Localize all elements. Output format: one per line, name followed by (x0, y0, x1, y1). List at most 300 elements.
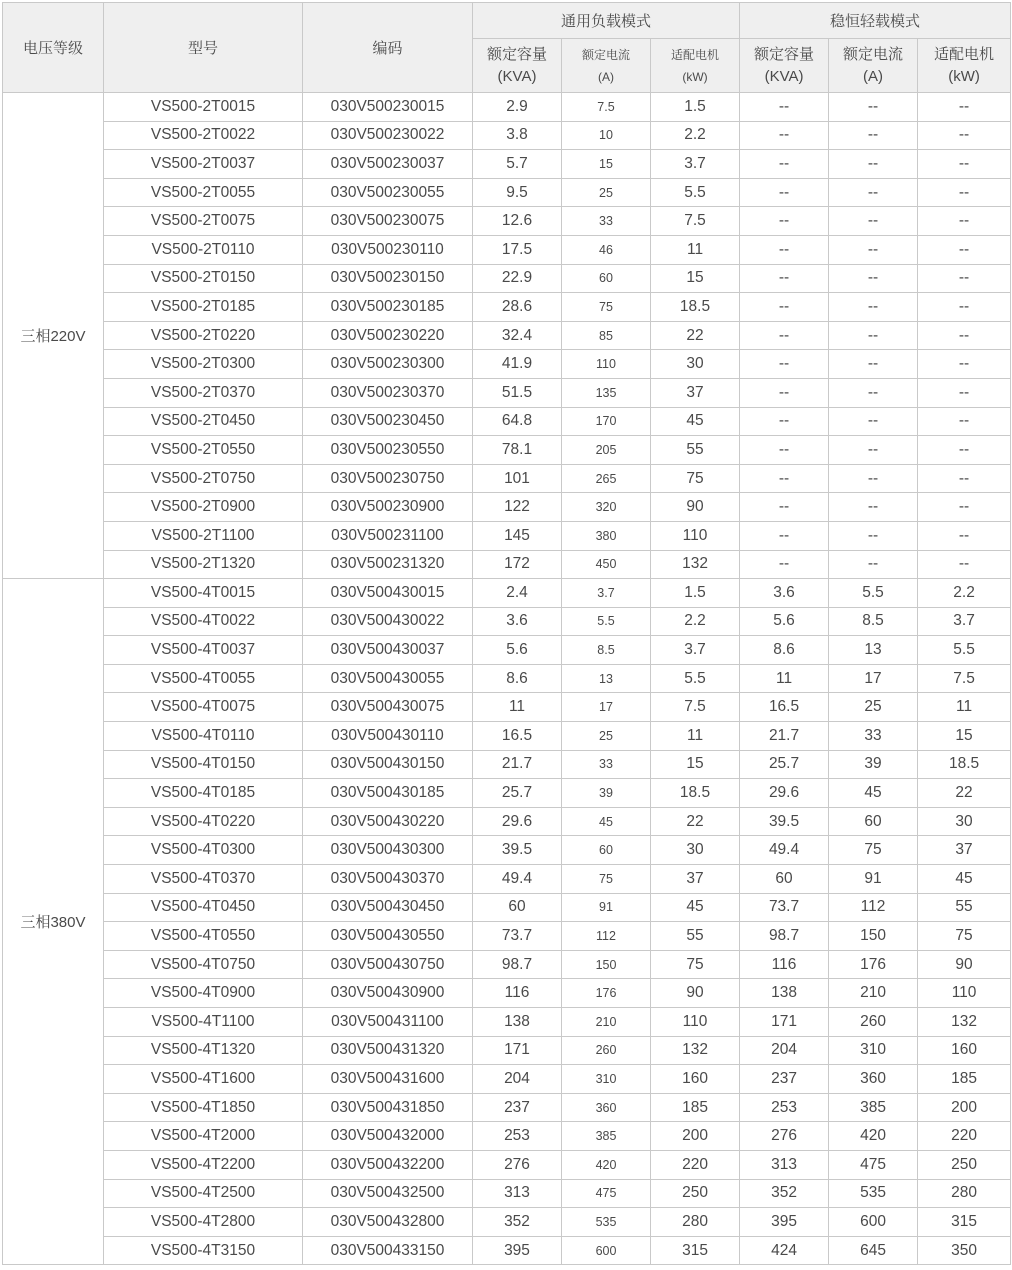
general-capacity-cell: 172 (473, 550, 562, 579)
general-motor-cell: 15 (651, 750, 740, 779)
table-row (3, 264, 1011, 293)
model-cell: VS500-4T0055 (104, 664, 303, 693)
light-current-cell: 17 (829, 664, 918, 693)
general-motor-cell: 1.5 (651, 93, 740, 122)
light-current-cell: -- (829, 293, 918, 322)
general-capacity-cell: 25.7 (473, 779, 562, 808)
general-motor-cell: 1.5 (651, 579, 740, 608)
general-capacity-cell: 237 (473, 1093, 562, 1122)
light-current-cell: 176 (829, 950, 918, 979)
table-row (3, 207, 1011, 236)
code-cell: 030V500430075 (303, 693, 473, 722)
general-capacity-cell: 3.8 (473, 121, 562, 150)
light-current-cell: 25 (829, 693, 918, 722)
light-capacity-cell: -- (740, 493, 829, 522)
model-cell: VS500-4T0110 (104, 722, 303, 751)
light-motor-cell: -- (918, 293, 1011, 322)
general-motor-cell: 75 (651, 464, 740, 493)
code-cell: 030V500230450 (303, 407, 473, 436)
general-current-cell: 385 (562, 1122, 651, 1151)
light-capacity-cell: 116 (740, 950, 829, 979)
light-current-cell: -- (829, 350, 918, 379)
general-motor-cell: 45 (651, 893, 740, 922)
general-current-cell: 135 (562, 378, 651, 407)
general-current-cell: 5.5 (562, 607, 651, 636)
general-capacity-cell: 41.9 (473, 350, 562, 379)
general-motor-cell: 11 (651, 235, 740, 264)
table-row (3, 1150, 1011, 1179)
table-row (3, 1236, 1011, 1265)
general-motor-cell: 220 (651, 1150, 740, 1179)
light-capacity-cell: 313 (740, 1150, 829, 1179)
light-capacity-cell: -- (740, 207, 829, 236)
header-label: 额定电流 (581, 47, 630, 62)
general-motor-cell: 90 (651, 979, 740, 1008)
general-capacity-cell: 12.6 (473, 207, 562, 236)
light-motor-cell: -- (918, 150, 1011, 179)
general-capacity-cell: 39.5 (473, 836, 562, 865)
table-row (3, 150, 1011, 179)
light-capacity-cell: -- (740, 436, 829, 465)
code-cell: 030V500231100 (303, 521, 473, 550)
light-motor-cell: 250 (918, 1150, 1011, 1179)
general-capacity-cell: 276 (473, 1150, 562, 1179)
model-cell: VS500-4T0300 (104, 836, 303, 865)
code-cell: 030V500430185 (303, 779, 473, 808)
general-motor-cell: 160 (651, 1065, 740, 1094)
model-cell: VS500-2T0750 (104, 464, 303, 493)
light-motor-cell: 160 (918, 1036, 1011, 1065)
light-capacity-cell: 98.7 (740, 922, 829, 951)
light-current-cell: 360 (829, 1065, 918, 1094)
table-row (3, 121, 1011, 150)
light-capacity-cell: 5.6 (740, 607, 829, 636)
light-capacity-cell: 276 (740, 1122, 829, 1151)
model-cell: VS500-4T1600 (104, 1065, 303, 1094)
code-cell: 030V500430015 (303, 579, 473, 608)
light-motor-cell: -- (918, 321, 1011, 350)
light-current-cell: -- (829, 464, 918, 493)
light-current-cell: 91 (829, 865, 918, 894)
light-motor-cell: 350 (918, 1236, 1011, 1265)
general-current-cell: 75 (562, 865, 651, 894)
general-current-cell: 7.5 (562, 93, 651, 122)
general-capacity-cell: 22.9 (473, 264, 562, 293)
header-unit: (kW) (682, 69, 708, 84)
header-light-capacity (740, 39, 829, 93)
table-row (3, 779, 1011, 808)
light-current-cell: 210 (829, 979, 918, 1008)
light-motor-cell: -- (918, 350, 1011, 379)
code-cell: 030V500230750 (303, 464, 473, 493)
light-current-cell: -- (829, 407, 918, 436)
light-current-cell: 39 (829, 750, 918, 779)
general-current-cell: 85 (562, 321, 651, 350)
header-general-motor (651, 39, 740, 93)
light-current-cell: -- (829, 521, 918, 550)
light-capacity-cell: 424 (740, 1236, 829, 1265)
model-cell: VS500-4T0550 (104, 922, 303, 951)
code-cell: 030V500432000 (303, 1122, 473, 1151)
general-capacity-cell: 29.6 (473, 807, 562, 836)
code-cell: 030V500430370 (303, 865, 473, 894)
code-cell: 030V500230037 (303, 150, 473, 179)
general-current-cell: 39 (562, 779, 651, 808)
table-row (3, 293, 1011, 322)
general-current-cell: 45 (562, 807, 651, 836)
light-current-cell: 60 (829, 807, 918, 836)
general-motor-cell: 55 (651, 922, 740, 951)
general-motor-cell: 315 (651, 1236, 740, 1265)
general-motor-cell: 110 (651, 521, 740, 550)
light-current-cell: 5.5 (829, 579, 918, 608)
model-cell: VS500-2T0075 (104, 207, 303, 236)
light-motor-cell: 220 (918, 1122, 1011, 1151)
general-motor-cell: 2.2 (651, 607, 740, 636)
table-row (3, 235, 1011, 264)
model-cell: VS500-4T2000 (104, 1122, 303, 1151)
general-current-cell: 10 (562, 121, 651, 150)
light-current-cell: -- (829, 93, 918, 122)
light-current-cell: 600 (829, 1208, 918, 1237)
code-cell: 030V500230015 (303, 93, 473, 122)
light-motor-cell: 280 (918, 1179, 1011, 1208)
light-capacity-cell: 16.5 (740, 693, 829, 722)
light-capacity-cell: -- (740, 121, 829, 150)
light-capacity-cell: -- (740, 264, 829, 293)
light-motor-cell: -- (918, 550, 1011, 579)
light-motor-cell: -- (918, 264, 1011, 293)
header-label: 额定容量 (486, 45, 547, 63)
header-general-current (562, 39, 651, 93)
light-capacity-cell: -- (740, 464, 829, 493)
general-capacity-cell: 5.6 (473, 636, 562, 665)
light-current-cell: -- (829, 550, 918, 579)
model-cell: VS500-2T0450 (104, 407, 303, 436)
header-unit: (A) (863, 67, 884, 85)
code-cell: 030V500230150 (303, 264, 473, 293)
light-motor-cell: 185 (918, 1065, 1011, 1094)
light-capacity-cell: 49.4 (740, 836, 829, 865)
model-cell: VS500-4T1100 (104, 1008, 303, 1037)
table-row (3, 436, 1011, 465)
code-cell: 030V500230022 (303, 121, 473, 150)
general-motor-cell: 185 (651, 1093, 740, 1122)
model-cell: VS500-2T0110 (104, 235, 303, 264)
table-row (3, 1208, 1011, 1237)
general-current-cell: 205 (562, 436, 651, 465)
table-row (3, 807, 1011, 836)
general-current-cell: 600 (562, 1236, 651, 1265)
general-current-cell: 176 (562, 979, 651, 1008)
general-current-cell: 13 (562, 664, 651, 693)
model-cell: VS500-4T1850 (104, 1093, 303, 1122)
model-cell: VS500-4T0750 (104, 950, 303, 979)
model-cell: VS500-4T2200 (104, 1150, 303, 1179)
header-label: 额定电流 (843, 45, 904, 63)
code-cell: 030V500230550 (303, 436, 473, 465)
table-row (3, 664, 1011, 693)
light-capacity-cell: -- (740, 407, 829, 436)
general-capacity-cell: 313 (473, 1179, 562, 1208)
light-current-cell: -- (829, 436, 918, 465)
light-capacity-cell: 253 (740, 1093, 829, 1122)
table-row (3, 1008, 1011, 1037)
light-current-cell: 260 (829, 1008, 918, 1037)
light-capacity-cell: 21.7 (740, 722, 829, 751)
general-motor-cell: 250 (651, 1179, 740, 1208)
header-general-mode: 通用负载模式 (473, 3, 740, 39)
light-motor-cell: 7.5 (918, 664, 1011, 693)
light-capacity-cell: 3.6 (740, 579, 829, 608)
general-capacity-cell: 352 (473, 1208, 562, 1237)
code-cell: 030V500431600 (303, 1065, 473, 1094)
general-current-cell: 265 (562, 464, 651, 493)
general-capacity-cell: 5.7 (473, 150, 562, 179)
light-motor-cell: 75 (918, 922, 1011, 951)
general-capacity-cell: 21.7 (473, 750, 562, 779)
table-row (3, 464, 1011, 493)
light-current-cell: -- (829, 121, 918, 150)
code-cell: 030V500430450 (303, 893, 473, 922)
light-current-cell: 33 (829, 722, 918, 751)
light-capacity-cell: 237 (740, 1065, 829, 1094)
light-motor-cell: 200 (918, 1093, 1011, 1122)
general-current-cell: 420 (562, 1150, 651, 1179)
light-current-cell: -- (829, 207, 918, 236)
header-code: 编码 (303, 3, 473, 93)
code-cell: 030V500430037 (303, 636, 473, 665)
table-row (3, 1093, 1011, 1122)
code-cell: 030V500430900 (303, 979, 473, 1008)
header-label: 适配电机 (671, 47, 720, 62)
general-motor-cell: 280 (651, 1208, 740, 1237)
code-cell: 030V500430055 (303, 664, 473, 693)
model-cell: VS500-4T1320 (104, 1036, 303, 1065)
header-light-mode: 稳恒轻载模式 (740, 3, 1011, 39)
general-motor-cell: 200 (651, 1122, 740, 1151)
table-header (3, 3, 1011, 93)
table-body (3, 93, 1011, 1265)
light-current-cell: 645 (829, 1236, 918, 1265)
general-current-cell: 91 (562, 893, 651, 922)
model-cell: VS500-4T0022 (104, 607, 303, 636)
general-motor-cell: 3.7 (651, 150, 740, 179)
code-cell: 030V500230075 (303, 207, 473, 236)
general-motor-cell: 7.5 (651, 207, 740, 236)
table-row (3, 722, 1011, 751)
general-current-cell: 75 (562, 293, 651, 322)
table-row (3, 521, 1011, 550)
general-motor-cell: 110 (651, 1008, 740, 1037)
light-capacity-cell: -- (740, 521, 829, 550)
general-capacity-cell: 98.7 (473, 950, 562, 979)
table-row (3, 950, 1011, 979)
model-cell: VS500-4T2800 (104, 1208, 303, 1237)
light-motor-cell: 45 (918, 865, 1011, 894)
general-capacity-cell: 11 (473, 693, 562, 722)
light-capacity-cell: -- (740, 293, 829, 322)
light-current-cell: -- (829, 378, 918, 407)
table-row (3, 93, 1011, 122)
general-motor-cell: 30 (651, 350, 740, 379)
code-cell: 030V500230300 (303, 350, 473, 379)
general-motor-cell: 22 (651, 321, 740, 350)
general-motor-cell: 22 (651, 807, 740, 836)
model-cell: VS500-4T0037 (104, 636, 303, 665)
code-cell: 030V500430300 (303, 836, 473, 865)
light-current-cell: -- (829, 264, 918, 293)
light-current-cell: 45 (829, 779, 918, 808)
table-row (3, 493, 1011, 522)
general-capacity-cell: 204 (473, 1065, 562, 1094)
code-cell: 030V500430550 (303, 922, 473, 951)
general-current-cell: 17 (562, 693, 651, 722)
general-current-cell: 60 (562, 264, 651, 293)
general-capacity-cell: 28.6 (473, 293, 562, 322)
light-motor-cell: 55 (918, 893, 1011, 922)
general-capacity-cell: 2.9 (473, 93, 562, 122)
header-model: 型号 (104, 3, 303, 93)
general-current-cell: 170 (562, 407, 651, 436)
spec-table (2, 2, 1011, 1265)
light-motor-cell: 315 (918, 1208, 1011, 1237)
general-capacity-cell: 64.8 (473, 407, 562, 436)
model-cell: VS500-4T0370 (104, 865, 303, 894)
general-current-cell: 46 (562, 235, 651, 264)
general-capacity-cell: 138 (473, 1008, 562, 1037)
light-capacity-cell: -- (740, 378, 829, 407)
general-current-cell: 25 (562, 178, 651, 207)
light-motor-cell: 22 (918, 779, 1011, 808)
table-row (3, 922, 1011, 951)
light-capacity-cell: -- (740, 178, 829, 207)
light-motor-cell: -- (918, 378, 1011, 407)
light-capacity-cell: 60 (740, 865, 829, 894)
light-motor-cell: -- (918, 93, 1011, 122)
general-capacity-cell: 16.5 (473, 722, 562, 751)
header-light-current (829, 39, 918, 93)
light-current-cell: -- (829, 178, 918, 207)
model-cell: VS500-4T0900 (104, 979, 303, 1008)
model-cell: VS500-2T0370 (104, 378, 303, 407)
code-cell: 030V500231320 (303, 550, 473, 579)
general-capacity-cell: 60 (473, 893, 562, 922)
code-cell: 030V500431320 (303, 1036, 473, 1065)
general-capacity-cell: 253 (473, 1122, 562, 1151)
light-capacity-cell: 8.6 (740, 636, 829, 665)
light-motor-cell: -- (918, 178, 1011, 207)
general-motor-cell: 15 (651, 264, 740, 293)
model-cell: VS500-2T0185 (104, 293, 303, 322)
general-current-cell: 450 (562, 550, 651, 579)
light-current-cell: -- (829, 150, 918, 179)
header-unit: (KVA) (764, 67, 804, 85)
table-row (3, 178, 1011, 207)
table-row (3, 1179, 1011, 1208)
model-cell: VS500-4T0220 (104, 807, 303, 836)
general-capacity-cell: 395 (473, 1236, 562, 1265)
code-cell: 030V500433150 (303, 1236, 473, 1265)
code-cell: 030V500230055 (303, 178, 473, 207)
light-capacity-cell: -- (740, 550, 829, 579)
table-row (3, 350, 1011, 379)
header-general-capacity (473, 39, 562, 93)
model-cell: VS500-2T0150 (104, 264, 303, 293)
general-current-cell: 150 (562, 950, 651, 979)
light-capacity-cell: 25.7 (740, 750, 829, 779)
table-row (3, 579, 1011, 608)
light-capacity-cell: 171 (740, 1008, 829, 1037)
model-cell: VS500-2T0550 (104, 436, 303, 465)
light-motor-cell: 110 (918, 979, 1011, 1008)
general-current-cell: 15 (562, 150, 651, 179)
general-current-cell: 380 (562, 521, 651, 550)
code-cell: 030V500431100 (303, 1008, 473, 1037)
table-row (3, 893, 1011, 922)
general-motor-cell: 5.5 (651, 178, 740, 207)
table-row (3, 321, 1011, 350)
light-capacity-cell: 29.6 (740, 779, 829, 808)
light-capacity-cell: 395 (740, 1208, 829, 1237)
light-capacity-cell: -- (740, 350, 829, 379)
table-row (3, 979, 1011, 1008)
general-motor-cell: 18.5 (651, 293, 740, 322)
light-current-cell: 8.5 (829, 607, 918, 636)
general-motor-cell: 55 (651, 436, 740, 465)
light-motor-cell: 90 (918, 950, 1011, 979)
table-row (3, 865, 1011, 894)
light-current-cell: -- (829, 321, 918, 350)
general-capacity-cell: 3.6 (473, 607, 562, 636)
general-capacity-cell: 17.5 (473, 235, 562, 264)
code-cell: 030V500230185 (303, 293, 473, 322)
light-capacity-cell: -- (740, 321, 829, 350)
code-cell: 030V500230900 (303, 493, 473, 522)
light-motor-cell: -- (918, 235, 1011, 264)
table-row (3, 750, 1011, 779)
light-motor-cell: 15 (918, 722, 1011, 751)
general-current-cell: 260 (562, 1036, 651, 1065)
light-capacity-cell: 39.5 (740, 807, 829, 836)
table-row (3, 836, 1011, 865)
model-cell: VS500-4T2500 (104, 1179, 303, 1208)
code-cell: 030V500432500 (303, 1179, 473, 1208)
light-motor-cell: 5.5 (918, 636, 1011, 665)
model-cell: VS500-4T0075 (104, 693, 303, 722)
code-cell: 030V500432200 (303, 1150, 473, 1179)
general-motor-cell: 5.5 (651, 664, 740, 693)
code-cell: 030V500432800 (303, 1208, 473, 1237)
code-cell: 030V500230220 (303, 321, 473, 350)
general-capacity-cell: 101 (473, 464, 562, 493)
code-cell: 030V500431850 (303, 1093, 473, 1122)
light-motor-cell: 132 (918, 1008, 1011, 1037)
light-current-cell: 310 (829, 1036, 918, 1065)
model-cell: VS500-4T0150 (104, 750, 303, 779)
general-capacity-cell: 51.5 (473, 378, 562, 407)
light-capacity-cell: -- (740, 150, 829, 179)
table-row (3, 1122, 1011, 1151)
model-cell: VS500-2T1320 (104, 550, 303, 579)
general-motor-cell: 3.7 (651, 636, 740, 665)
general-capacity-cell: 116 (473, 979, 562, 1008)
header-voltage: 电压等级 (3, 3, 104, 93)
general-current-cell: 320 (562, 493, 651, 522)
general-current-cell: 8.5 (562, 636, 651, 665)
code-cell: 030V500430220 (303, 807, 473, 836)
light-current-cell: 112 (829, 893, 918, 922)
